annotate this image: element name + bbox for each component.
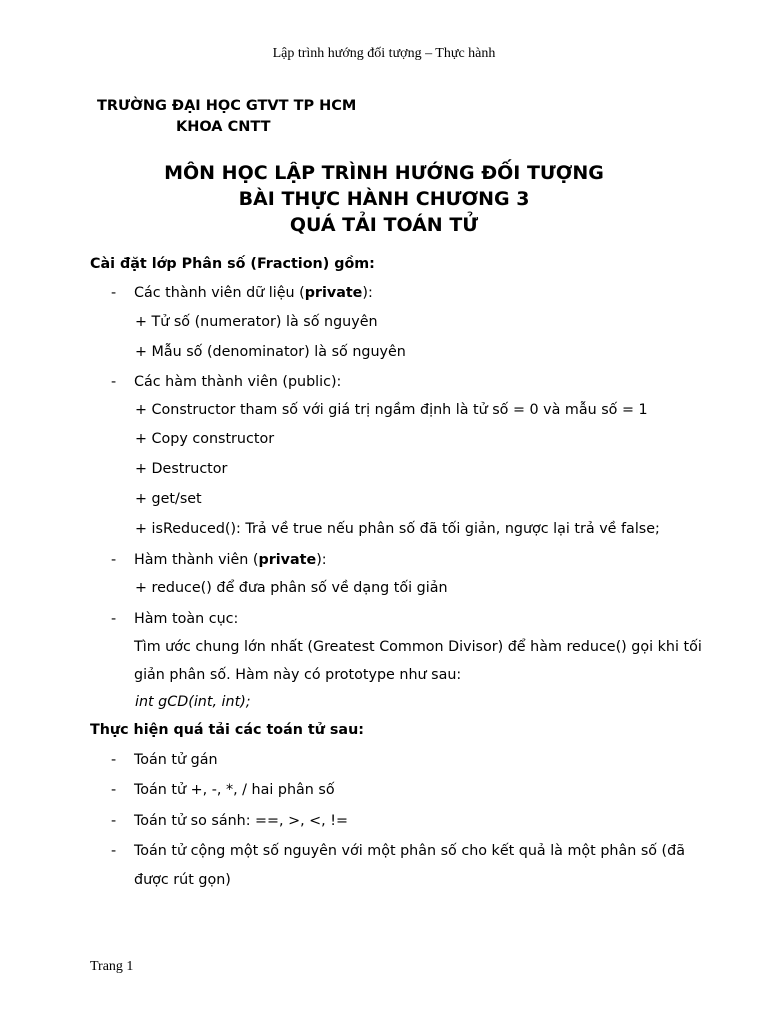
bullet-dash: - [111,285,117,301]
section-heading-fraction: Cài đặt lớp Phân số (Fraction) gồm: [90,256,375,272]
bullet-dash: - [111,843,117,859]
school-name: TRƯỜNG ĐẠI HỌC GTVT TP HCM [97,98,357,114]
sub-item-copy-constructor: + Copy constructor [135,431,275,447]
operator-item-int-plus-fraction-cont: được rút gọn) [134,872,231,888]
sub-item-destructor: + Destructor [135,461,228,477]
department-name: KHOA CNTT [176,119,271,135]
bullet-dash: - [111,611,117,627]
gcd-description-line-2: giản phân số. Hàm này có prototype như sau: [134,667,462,683]
title-line-3: QUÁ TẢI TOÁN TỬ [289,214,479,236]
sub-item-getset: + get/set [135,491,202,507]
bullet-dash: - [111,782,117,798]
text: Hàm thành viên ( [134,552,259,568]
operator-item-assignment: Toán tử gán [134,752,218,768]
operator-item-comparison: Toán tử so sánh: ==, >, <, != [134,813,348,829]
page-header: Lập trình hướng đối tượng – Thực hành [272,46,496,61]
gcd-prototype: int gCD(int, int); [135,694,251,710]
operator-item-int-plus-fraction: Toán tử cộng một số nguyên với một phân số cho kết quả là một phân số (đã [134,843,685,859]
section-heading-operators: Thực hiện quá tải các toán tử sau: [90,722,364,738]
list-item-global-function: Hàm toàn cục: [134,611,239,627]
keyword-private: private [304,285,363,301]
list-item-member-functions: Các hàm thành viên (public): [134,374,342,390]
text: ): [316,552,327,568]
bullet-dash: - [111,374,117,390]
sub-item-isreduced: + isReduced(): Trả về true nếu phân số đã tối giản, ngược lại trả về false; [135,521,660,537]
keyword-private: private [258,552,317,568]
page-footer: Trang 1 [90,959,134,974]
title-line-2: BÀI THỰC HÀNH CHƯƠNG 3 [238,188,530,210]
bullet-dash: - [111,813,117,829]
operator-item-arithmetic: Toán tử +, -, *, / hai phân số [134,782,335,798]
bullet-dash: - [111,552,117,568]
sub-item-denominator: + Mẫu số (denominator) là số nguyên [135,344,406,360]
sub-item-constructor: + Constructor tham số với giá trị ngầm định là tử số = 0 và mẫu số = 1 [135,402,648,418]
text: Các thành viên dữ liệu ( [134,285,305,301]
sub-item-reduce: + reduce() để đưa phân số về dạng tối giản [135,580,448,596]
list-item-private-member [134,552,327,568]
school-block [97,96,356,138]
gcd-description-line-1: Tìm ước chung lớn nhất (Greatest Common Divisor) để hàm reduce() gọi khi tối [134,639,702,655]
bullet-dash: - [111,752,117,768]
title-line-1: MÔN HỌC LẬP TRÌNH HƯỚNG ĐỐI TƯỢNG [164,162,604,184]
sub-item-numerator: + Tử số (numerator) là số nguyên [135,314,378,330]
document-title [0,160,768,238]
list-item-data-members [134,285,373,301]
text: ): [362,285,373,301]
